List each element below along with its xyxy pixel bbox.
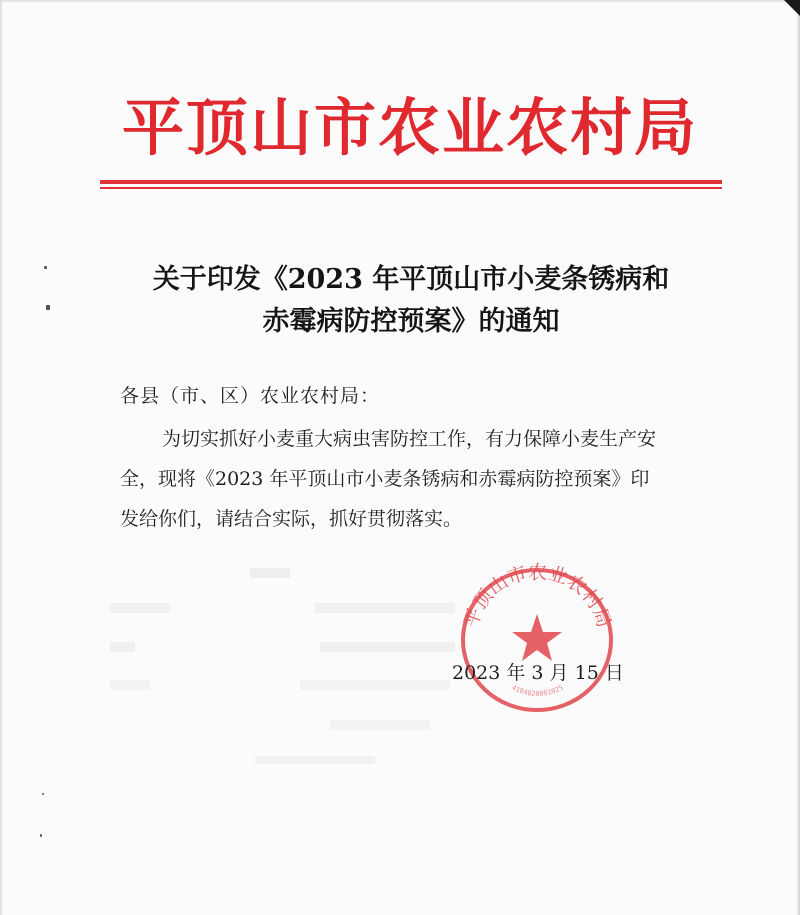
masthead-rule-thick [100, 180, 722, 184]
notice-body-line1: 为切实抓好小麦重大病虫害防控工作，有力保障小麦生产安 [162, 428, 657, 450]
official-seal [455, 562, 620, 712]
scan-edge-right [796, 0, 800, 915]
notice-body-line2: 全，现将《2023 年平顶山市小麦条锈病和赤霉病防控预案》印 [120, 468, 650, 490]
scan-edge-top [0, 0, 800, 3]
agency-masthead: 平顶山市农业农村局 [121, 91, 698, 164]
masthead-rule-thin [100, 187, 722, 189]
scan-speck [46, 305, 50, 310]
seal-star-icon [512, 614, 562, 661]
scan-speck [42, 793, 44, 795]
scan-speck [40, 834, 42, 837]
seal-code-text: 4104020001025 [510, 683, 565, 698]
notice-title-line1: 关于印发《2023 年平顶山市小麦条锈病和 [152, 264, 670, 295]
scan-speck [44, 266, 47, 269]
notice-date: 2023 年 3 月 15 日 [452, 662, 624, 684]
seal-arc-text: 平顶山市农业农村局 [459, 562, 616, 631]
scan-edge-left [0, 0, 3, 915]
notice-addressee: 各县（市、区）农业农村局： [120, 385, 381, 407]
notice-title-line2: 赤霉病防控预案》的通知 [262, 306, 560, 337]
scan-corner-mark [784, 0, 800, 16]
notice-body-line3: 发给你们，请结合实际，抓好贯彻落实。 [120, 508, 463, 530]
